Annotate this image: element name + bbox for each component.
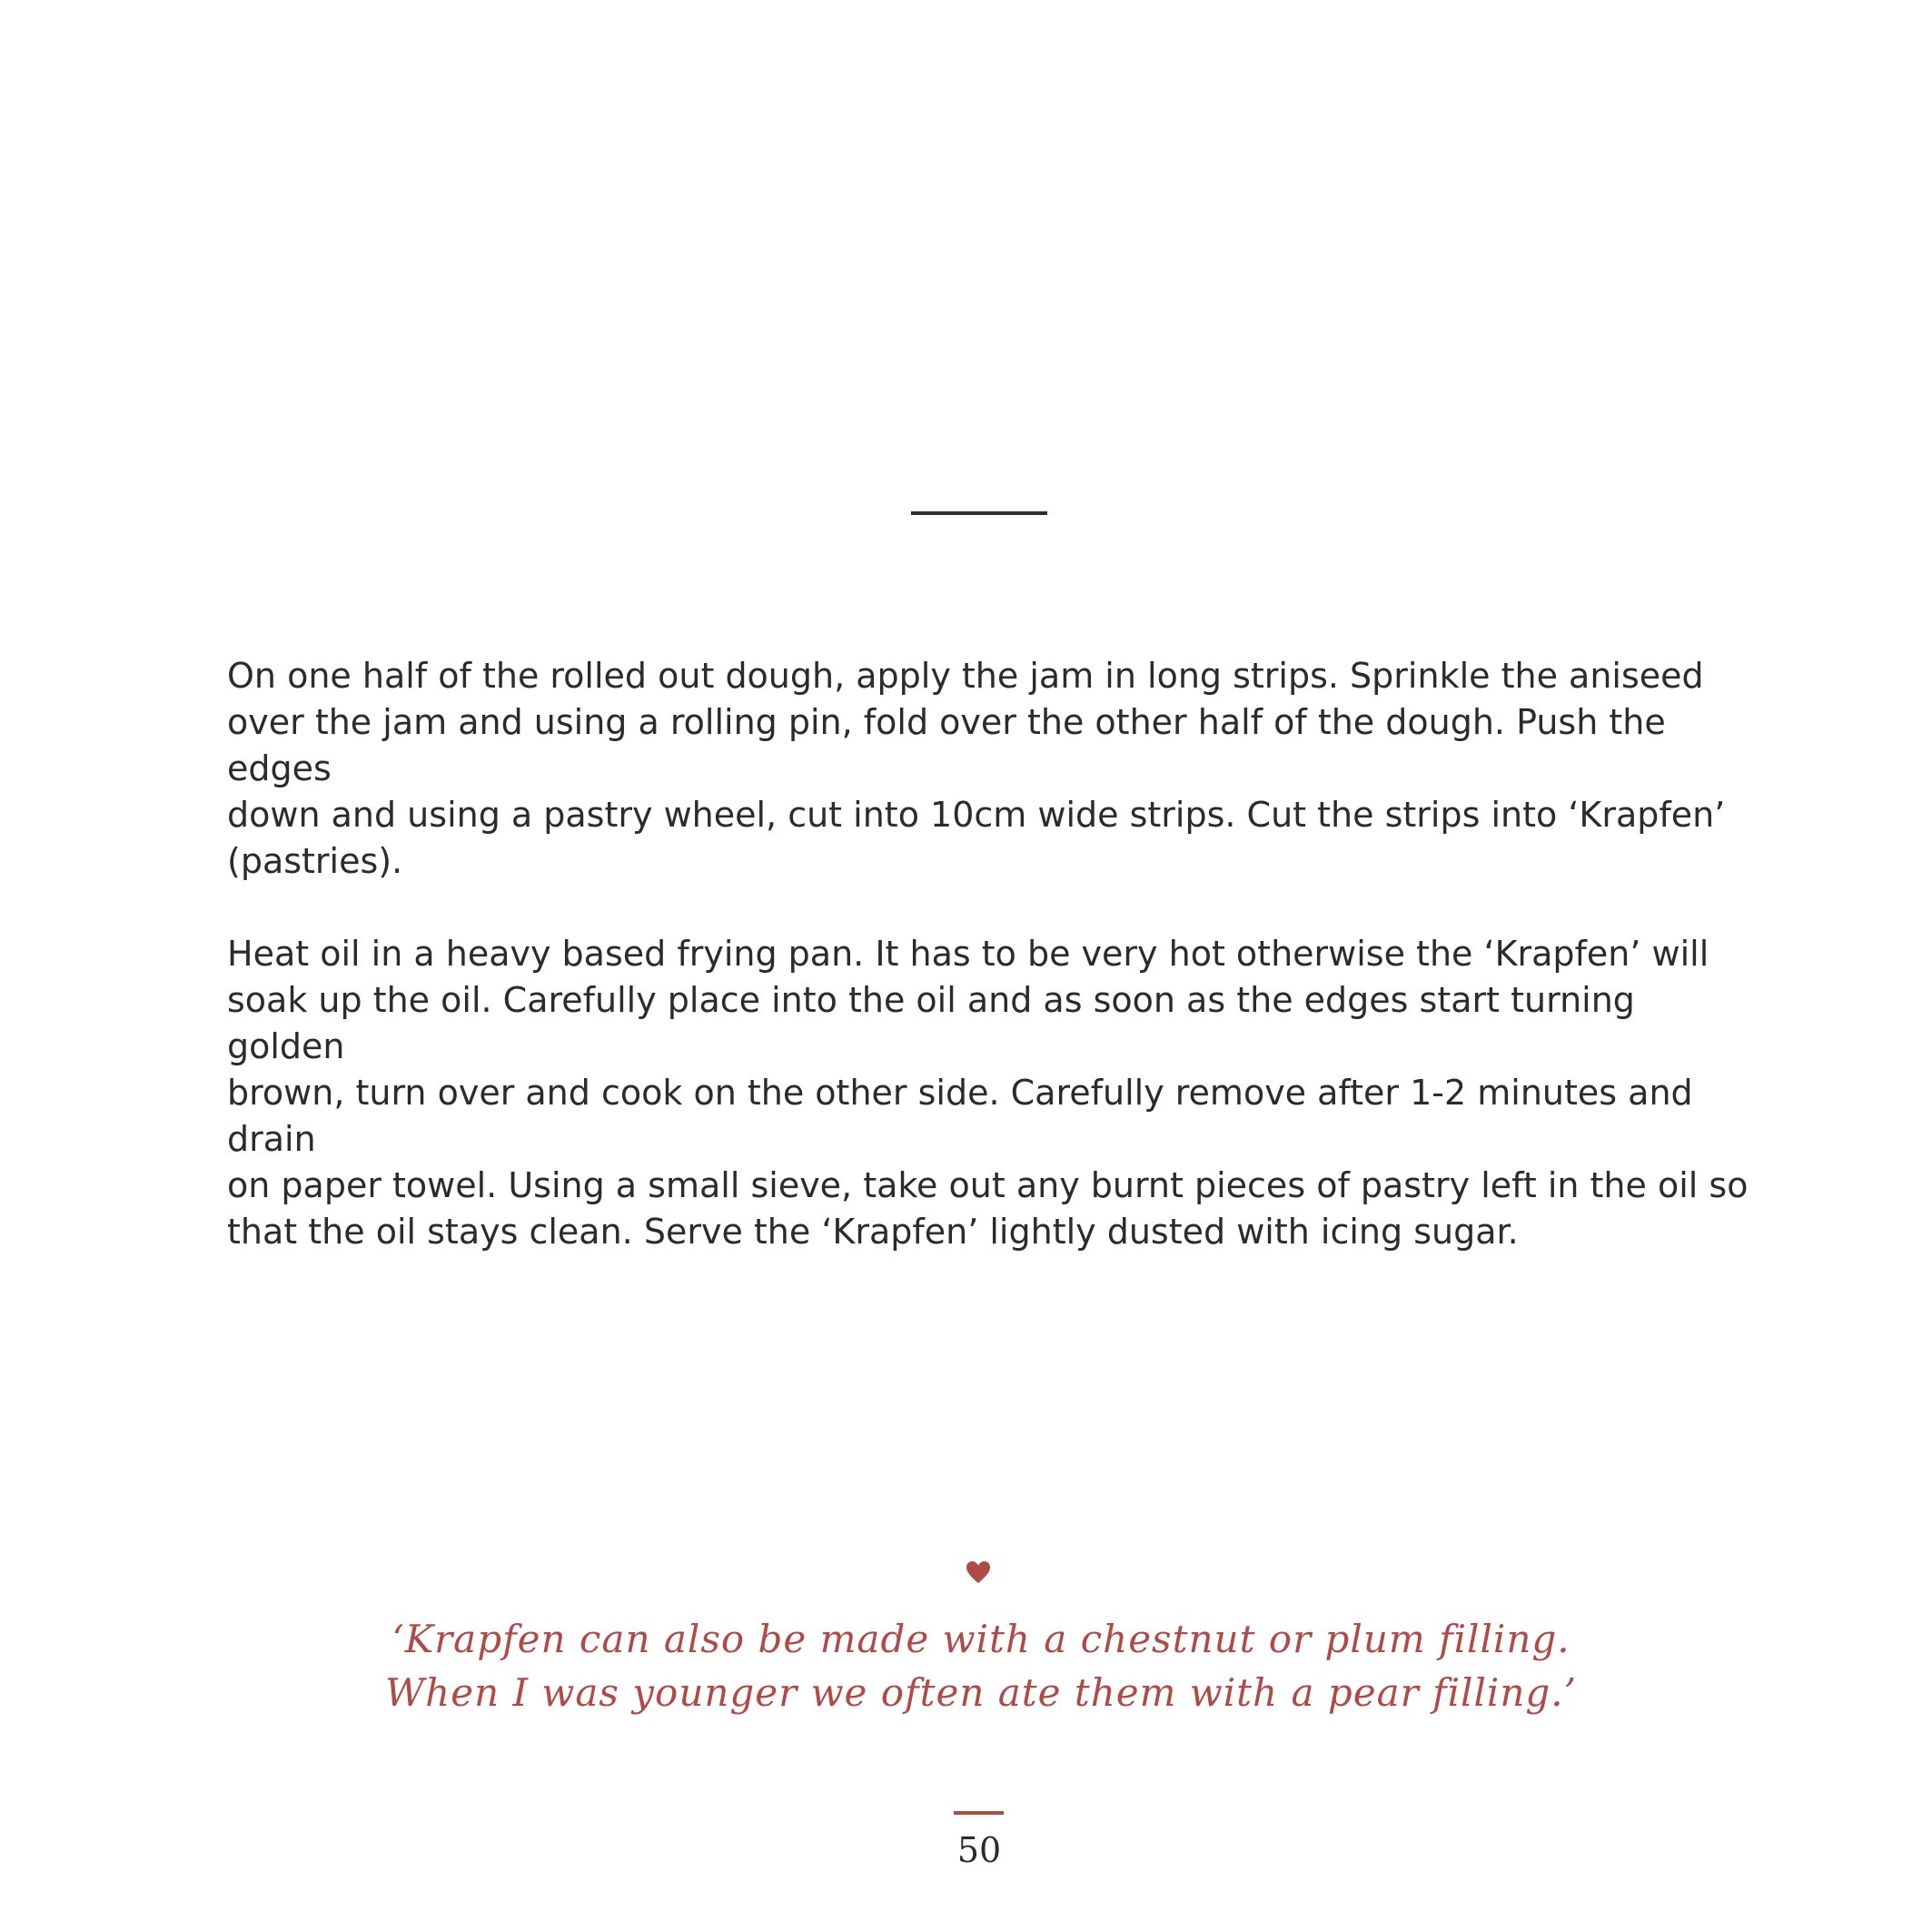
page-number-divider: [954, 1811, 1004, 1815]
instruction-paragraph: Heat oil in a heavy based frying pan. It has to be very hot otherwise the ‘Krapfen’ will soak up the oil. Carefully place into the oil and as soon as the edges start turning golden brown, turn over and cook on the other side. Carefully remove after 1-2 minutes and drain on paper towel. Using a small sieve, take out any burnt pieces of pastry left in the oil so that the oil stays clean. Serve the ‘Krapfen’ lightly dusted with icing sugar.: [227, 934, 1749, 1252]
top-divider: [911, 511, 1047, 515]
handwritten-quote: [345, 1612, 1617, 1719]
quote-line: ‘Krapfen can also be made with a chestnut or plum filling.: [391, 1617, 1570, 1661]
recipe-instructions: [227, 653, 1753, 1302]
heart-icon: [966, 1560, 991, 1584]
instruction-paragraph: On one half of the rolled out dough, apply the jam in long strips. Sprinkle the aniseed over the jam and using a rolling pin, fold over the other half of the dough. Push the edges down and using a pastry wheel, cut into 10cm wide strips. Cut the strips into ‘Krapfen’ (pastries).: [227, 656, 1726, 881]
quote-line: When I was younger we often ate them with a pear filling.’: [385, 1670, 1577, 1715]
page-number: 50: [956, 1830, 1002, 1870]
